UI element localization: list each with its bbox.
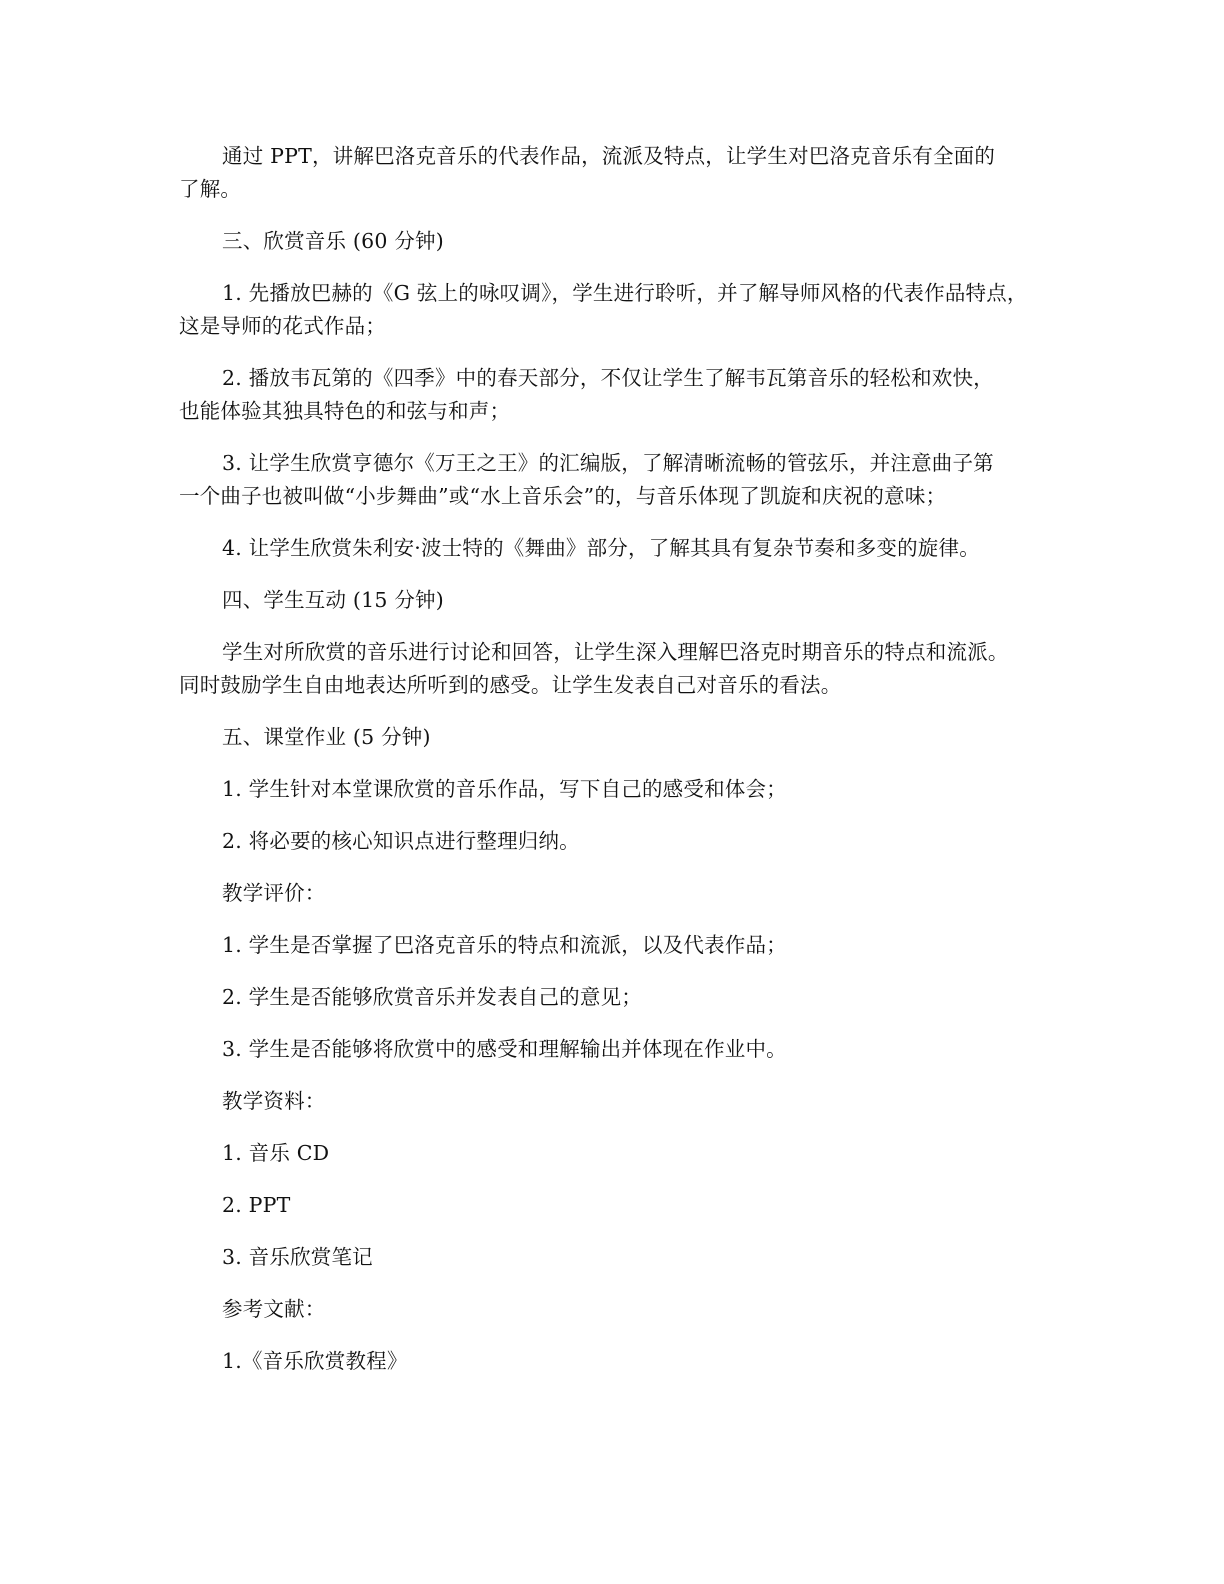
reference-item-1: 1.《音乐欣赏教程》 <box>222 1349 408 1373</box>
list-item-handel: 3. 让学生欣赏亨德尔《万王之王》的汇编版，了解清晰流畅的管弦乐，并注意曲子第 一个曲子也被叫做“小步舞曲”或“水上音乐会”的，与音乐体现了凯旋和庆祝的意味； <box>179 451 994 508</box>
section-heading-music-appreciation: 三、欣赏音乐 (60 分钟) <box>222 229 444 253</box>
paragraph-student-discussion: 学生对所欣赏的音乐进行讨论和回答，让学生深入理解巴洛克时期音乐的特点和流派。 同时鼓励学生自由地表达所听到的感受。让学生发表自己对音乐的看法。 <box>179 640 1009 697</box>
heading-teaching-evaluation: 教学评价： <box>222 881 326 905</box>
document-body <box>179 140 1049 1378</box>
homework-item-1: 1. 学生针对本堂课欣赏的音乐作品，写下自己的感受和体会； <box>222 777 787 801</box>
section-heading-homework: 五、课堂作业 (5 分钟) <box>222 725 431 749</box>
homework-item-2: 2. 将必要的核心知识点进行整理归纳。 <box>222 829 580 853</box>
materials-item-2: 2. PPT <box>222 1193 291 1217</box>
evaluation-item-2: 2. 学生是否能够欣赏音乐并发表自己的意见； <box>222 985 642 1009</box>
evaluation-item-1: 1. 学生是否掌握了巴洛克音乐的特点和流派，以及代表作品； <box>222 933 787 957</box>
list-item-bach: 1. 先播放巴赫的《G 弦上的咏叹调》，学生进行聆听，并了解导师风格的代表作品特点， 这是导师的花式作品； <box>179 281 1028 338</box>
heading-references: 参考文献： <box>222 1297 326 1321</box>
materials-item-3: 3. 音乐欣赏笔记 <box>222 1245 373 1269</box>
heading-teaching-materials: 教学资料： <box>222 1089 326 1113</box>
materials-item-1: 1. 音乐 CD <box>222 1141 330 1165</box>
evaluation-item-3: 3. 学生是否能够将欣赏中的感受和理解输出并体现在作业中。 <box>222 1037 787 1061</box>
paragraph-ppt-intro: 通过 PPT，讲解巴洛克音乐的代表作品，流派及特点，让学生对巴洛克音乐有全面的 了解。 <box>179 144 996 201</box>
list-item-vivaldi: 2. 播放韦瓦第的《四季》中的春天部分，不仅让学生了解韦瓦第音乐的轻松和欢快， 也能体验其独具特色的和弦与和声； <box>179 366 994 423</box>
list-item-dance: 4. 让学生欣赏朱利安·波士特的《舞曲》部分，了解其具有复杂节奏和多变的旋律。 <box>222 536 980 560</box>
section-heading-student-interaction: 四、学生互动 (15 分钟) <box>222 588 444 612</box>
